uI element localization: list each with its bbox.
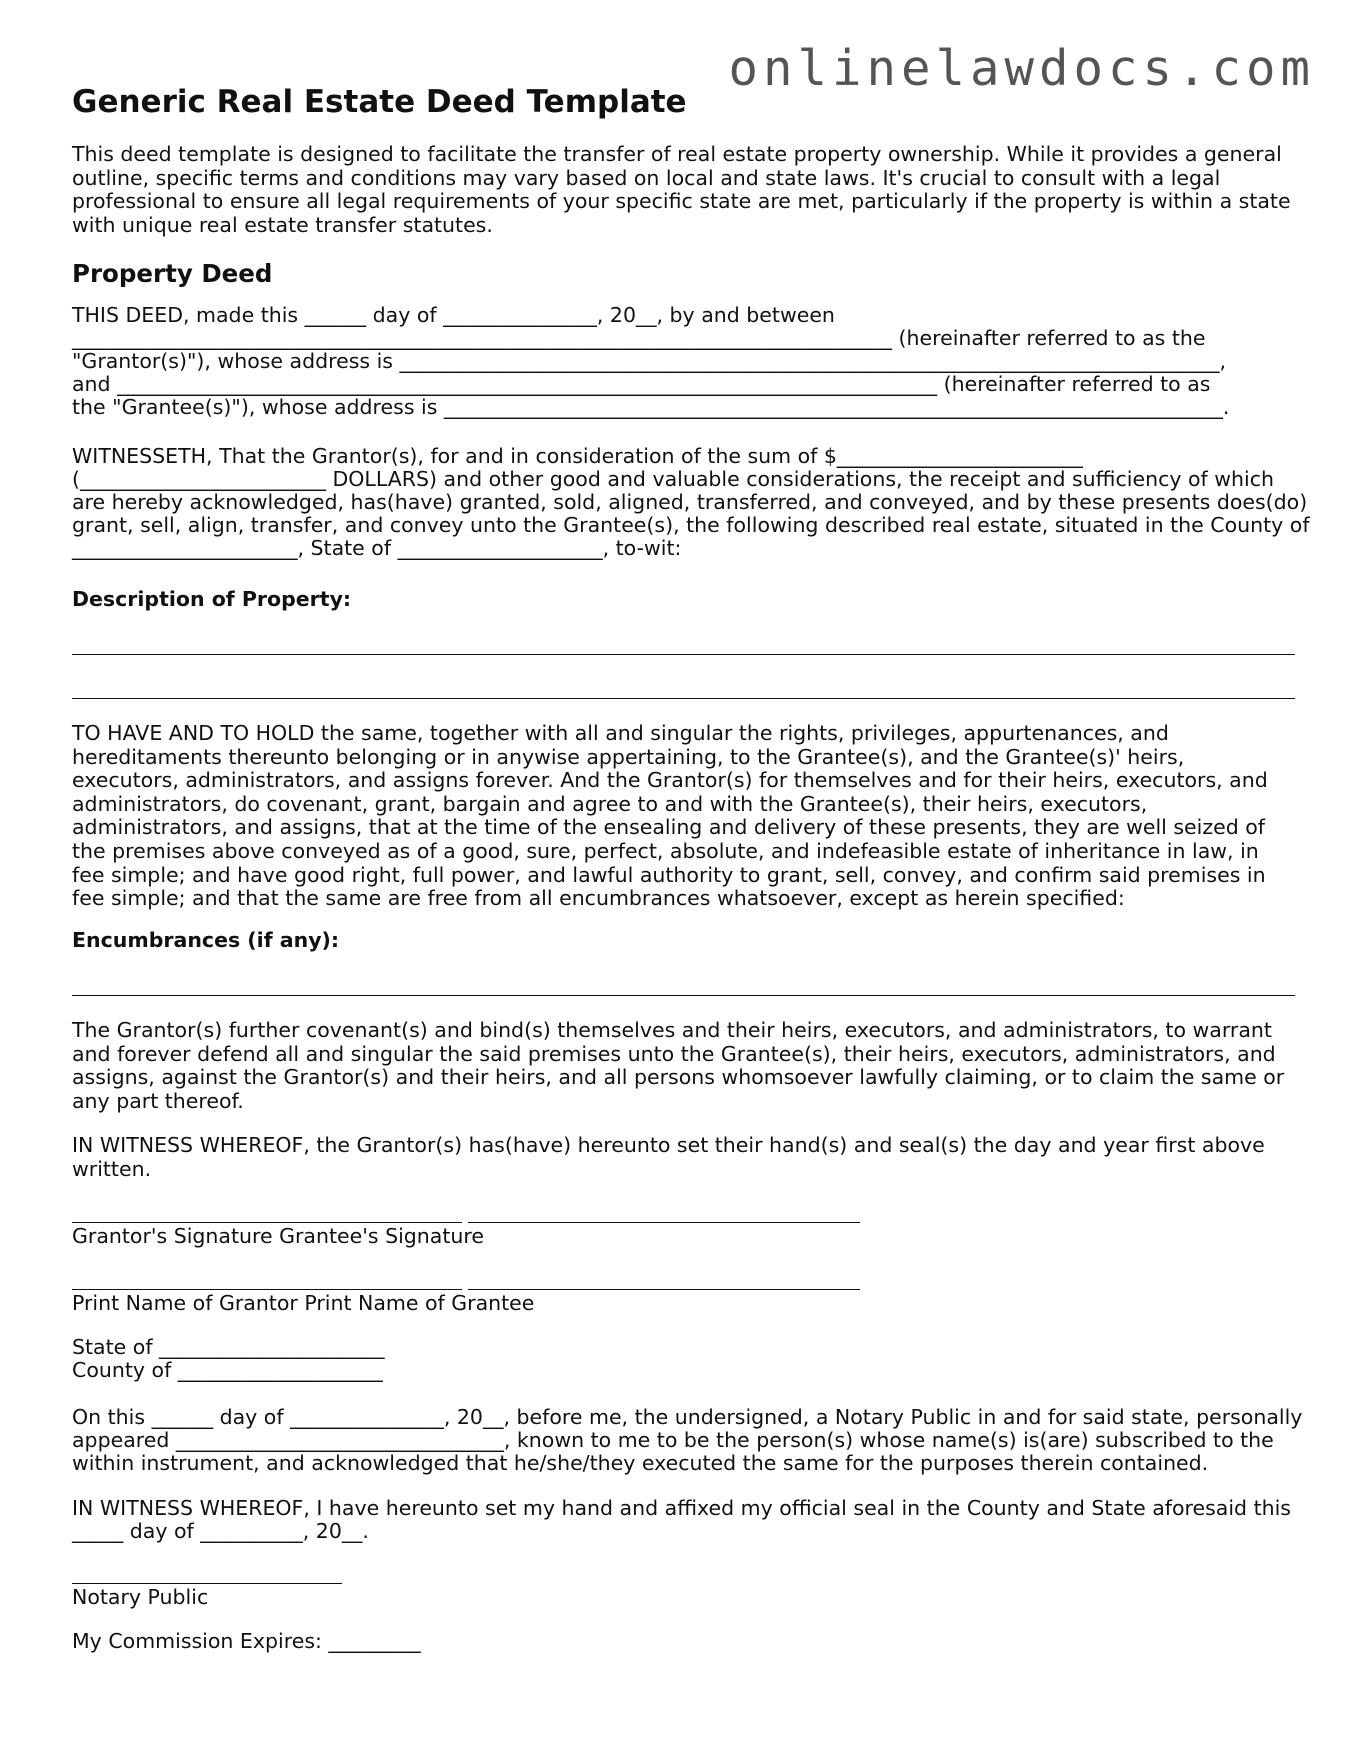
notary-public-label: Notary Public: [72, 1585, 209, 1609]
commission-expires-line: My Commission Expires: _________: [72, 1629, 421, 1653]
witnesseth-line: WITNESSETH, That the Grantor(s), for and in consideration of the sum of $________________________: [72, 444, 1083, 468]
deed-opening-line: and ________________________________________________________________________________ (hereinafter referred to as: [72, 372, 1211, 396]
acknowledgment-line: appeared ________________________________, known to me to be the person(s) whose name(s) is(are) subscribed to the: [72, 1428, 1274, 1452]
encumbrances-blank-line[interactable]: [72, 995, 1295, 996]
acknowledgment-line: On this ______ day of _______________, 20__, before me, the undersigned, a Notary Public in and for said state, personally: [72, 1405, 1303, 1429]
warranty-paragraph: The Grantor(s) further covenant(s) and bind(s) themselves and their heirs, executors, and administrators, to warrant and forever defend all and singular the said premises unto the Grantee(s), their heirs, executors, administrators, and assigns, against the Grantor(s) and their heirs, and all persons whomsoever lawfully claiming, or to claim the same or any part thereof.: [72, 1018, 1285, 1113]
testimonium-paragraph: IN WITNESS WHEREOF, the Grantor(s) has(have) hereunto set their hand(s) and seal(s) the day and year first above written.: [72, 1133, 1265, 1181]
acknowledgment-line: within instrument, and acknowledged that he/she/they executed the same for the purposes therein contained.: [72, 1451, 1209, 1475]
witnesseth-line: ______________________, State of ____________________, to-wit:: [72, 536, 682, 560]
document-title: Generic Real Estate Deed Template: [72, 84, 687, 120]
description-blank-line[interactable]: [72, 698, 1295, 699]
print-name-labels: Print Name of Grantor Print Name of Grantee: [72, 1291, 535, 1315]
grantor-signature-line[interactable]: [72, 1222, 462, 1223]
deed-opening-line: THIS DEED, made this ______ day of _______________, 20__, by and between: [72, 303, 835, 327]
grantee-print-name-line[interactable]: [468, 1289, 860, 1290]
grantee-signature-line[interactable]: [468, 1222, 860, 1223]
deed-opening-line: the "Grantee(s)"), whose address is ____________________________________________________________________________.: [72, 395, 1230, 419]
notary-witness-line: IN WITNESS WHEREOF, I have hereunto set my hand and affixed my official seal in the County and State aforesaid this: [72, 1496, 1291, 1520]
grantor-print-name-line[interactable]: [72, 1289, 462, 1290]
signature-labels: Grantor's Signature Grantee's Signature: [72, 1224, 484, 1248]
deed-opening-line: ________________________________________________________________________________ (hereinafter referred to as the: [72, 326, 1206, 350]
intro-paragraph: This deed template is designed to facilitate the transfer of real estate property ownership. While it provides a general outline, specific terms and conditions may vary based on local and state laws. It's crucial to consult with a legal professional to ensure all legal requirements of your specific state are met, particularly if the property is within a state with unique real estate transfer statutes.: [72, 142, 1291, 237]
deed-opening-line: "Grantor(s)"), whose address is ________________________________________________________________________________,: [72, 349, 1227, 373]
description-heading: Description of Property:: [72, 587, 352, 611]
habendum-paragraph: TO HAVE AND TO HOLD the same, together with all and singular the rights, privileges, appurtenances, and hereditaments thereunto belonging or in anywise appertaining, to the Grantee(s), and the Grantee(s)' heirs, executors, administrators, and assigns forever. And the Grantor(s) for themselves and for their heirs, executors, and administrators, do covenant, grant, bargain and agree to and with the Grantee(s), their heirs, executors, administrators, and assigns, that at the time of the ensealing and delivery of these presents, they are well seized of the premises above conveyed as of a good, sure, perfect, absolute, and indefeasible estate of inheritance in law, in fee simple; and have good right, full power, and lawful authority to grant, sell, convey, and confirm said premises in fee simple; and that the same are free from all encumbrances whatsoever, except as herein specified:: [72, 721, 1268, 911]
notary-state-line: State of ______________________: [72, 1335, 385, 1359]
witnesseth-line: grant, sell, align, transfer, and convey unto the Grantee(s), the following described real estate, situated in the County of: [72, 513, 1310, 537]
witnesseth-line: are hereby acknowledged, has(have) granted, sold, aligned, transferred, and conveyed, and by these presents does(do): [72, 490, 1308, 514]
watermark-logo: onlinelawdocs.com: [728, 40, 1315, 97]
notary-county-line: County of ____________________: [72, 1358, 383, 1382]
notary-witness-line: _____ day of __________, 20__.: [72, 1519, 369, 1543]
description-blank-line[interactable]: [72, 654, 1295, 655]
encumbrances-heading: Encumbrances (if any):: [72, 928, 340, 952]
notary-signature-line[interactable]: [72, 1583, 342, 1584]
property-deed-heading: Property Deed: [72, 259, 273, 288]
witnesseth-line: (________________________ DOLLARS) and other good and valuable considerations, the receipt and sufficiency of which: [72, 467, 1274, 491]
